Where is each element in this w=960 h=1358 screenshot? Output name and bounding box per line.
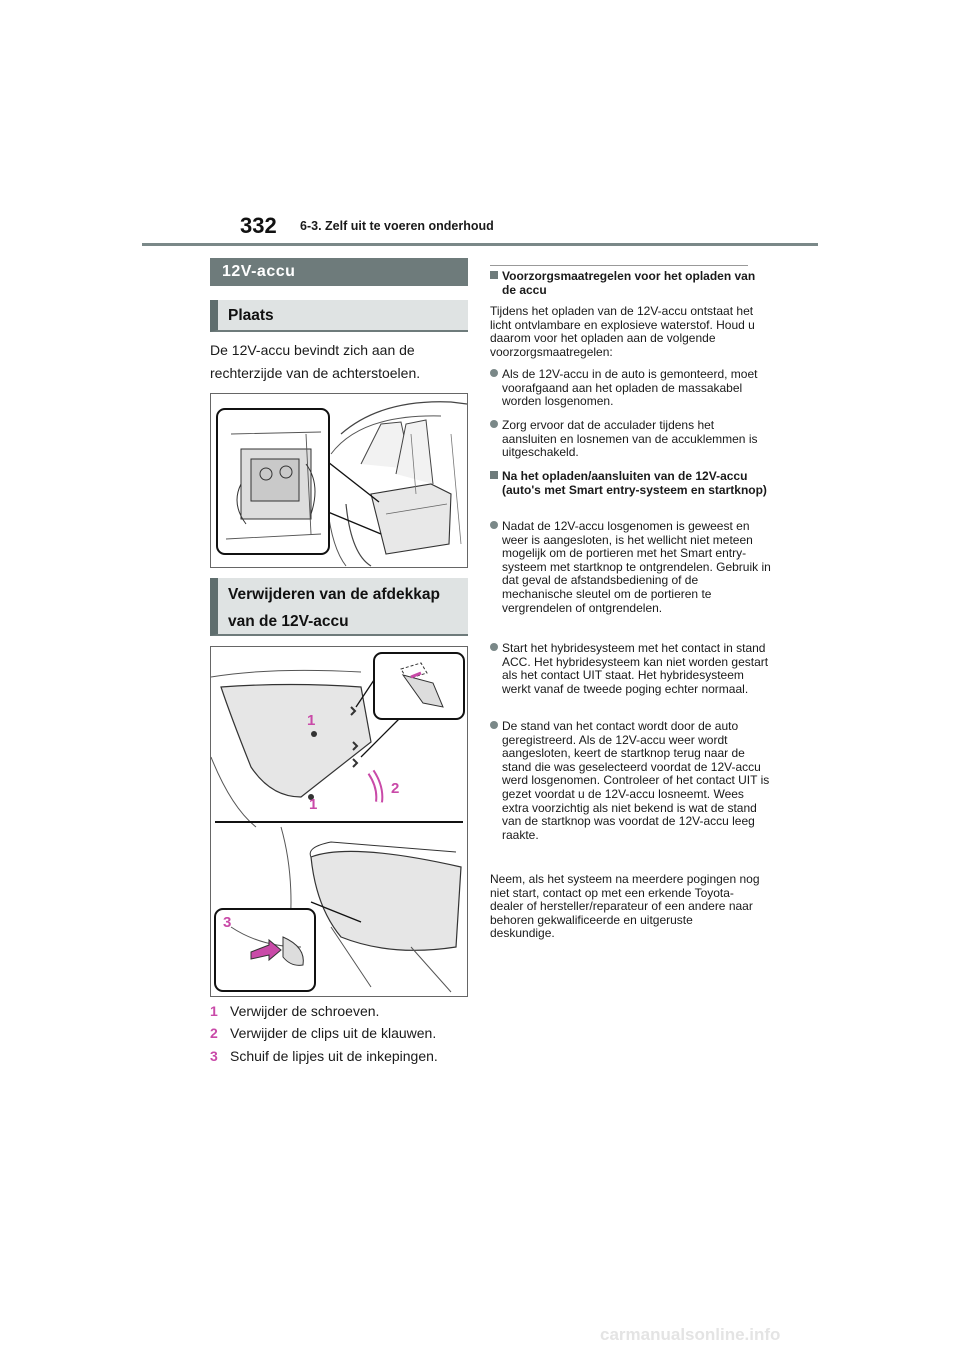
cover-removal-illustration <box>211 647 467 996</box>
step-number: 3 <box>210 1048 218 1064</box>
step-item <box>210 1023 470 1043</box>
callout-label: 2 <box>391 780 400 797</box>
step-text: Verwijder de schroeven. <box>230 1003 380 1019</box>
chapter-title: 6-3. Zelf uit te voeren onderhoud <box>300 219 494 233</box>
step-text: Schuif de lipjes uit de inkepingen. <box>230 1048 438 1064</box>
step-number: 2 <box>210 1025 218 1041</box>
paragraph-charging: Tijdens het opladen van de 12V-accu ontstaat het licht ontvlambare en explosieve waterstof. Houd u daarom voor het opladen aan de volgende voorzorgsmaatregelen: <box>490 304 755 359</box>
bullet-item: De stand van het contact wordt door de auto geregistreerd. Als de 12V-accu weer wordt aangesloten, keert de startknop terug naar de stand die was geselecteerd voordat de 12V-accu werd losgenomen. Controleer of het contact UIT is gezet voordat u de 12V-accu losneemt. Wees extra voorzichtig als niet bekend is wat de stand van de startknop was voordat de 12V-accu leeg raakte. <box>490 720 772 842</box>
watermark: carmanualsonline.info <box>600 1325 781 1344</box>
round-bullet-icon <box>490 643 498 651</box>
round-bullet-icon <box>490 721 498 729</box>
bullet-item: Als de 12V-accu in de auto is gemonteerd, moet voorafgaand aan het opladen de massakabel worden losgenomen. <box>490 368 772 409</box>
heading-after-charging: Na het opladen/aansluiten van de 12V-accu (auto's met Smart entry-systeem en startknop) <box>490 470 772 497</box>
right-column-rule <box>490 265 748 266</box>
round-bullet-icon <box>490 369 498 377</box>
section-banner: 12V-accu <box>210 258 468 286</box>
square-bullet-icon <box>490 271 498 279</box>
round-bullet-icon <box>490 420 498 428</box>
step-item <box>210 1046 470 1066</box>
header-rule <box>142 243 818 246</box>
callout-label: 1 <box>307 712 316 729</box>
bullet-item: Nadat de 12V-accu losgenomen is geweest en weer is aangesloten, is het wellicht niet meteen mogelijk om de portieren met het Smart entry-systeem met startknop te ontgrendelen. Gebruik in dat geval de afstandsbediening of de mechanische sleutel om de portieren te vergrendelen of ontgrendelen. <box>490 520 772 615</box>
bullet-item: Start het hybridesysteem met het contact in stand ACC. Het hybridesysteem kan niet worden gestart als het contact UIT staat. Het hybridesysteem werkt vanaf de tweede poging echter normaal. <box>490 642 772 696</box>
subsection-cover-removal: Verwijderen van de afdekkap van de 12V-accu <box>210 578 468 636</box>
battery-location-figure <box>210 393 468 568</box>
step-text: Verwijder de clips uit de klauwen. <box>230 1025 437 1041</box>
battery-location-illustration <box>211 394 467 567</box>
callout-label: 1 <box>309 796 318 813</box>
square-bullet-icon <box>490 471 498 479</box>
step-item <box>210 1001 470 1021</box>
cover-removal-figure <box>210 646 468 997</box>
callout-label: 3 <box>223 914 232 931</box>
page-number: 332 <box>240 213 277 238</box>
bullet-item: Zorg ervoor dat de acculader tijdens het aansluiten en losnemen van de accuklemmen is uitgeschakeld. <box>490 419 772 460</box>
subsection-plaats: Plaats <box>210 300 468 332</box>
heading-charging-precautions: Voorzorgsmaatregelen voor het opladen van de accu <box>490 270 772 297</box>
paragraph-dealer: Neem, als het systeem na meerdere pogingen nog niet start, contact op met een erkende Toyota-dealer of hersteller/reparateur of een andere naar behoren gekwalificeerde en uitgeruste deskundige. <box>490 872 760 941</box>
step-number: 1 <box>210 1003 218 1019</box>
round-bullet-icon <box>490 521 498 529</box>
intro-text: De 12V-accu bevindt zich aan de rechterzijde van de achterstoelen. <box>210 342 421 381</box>
